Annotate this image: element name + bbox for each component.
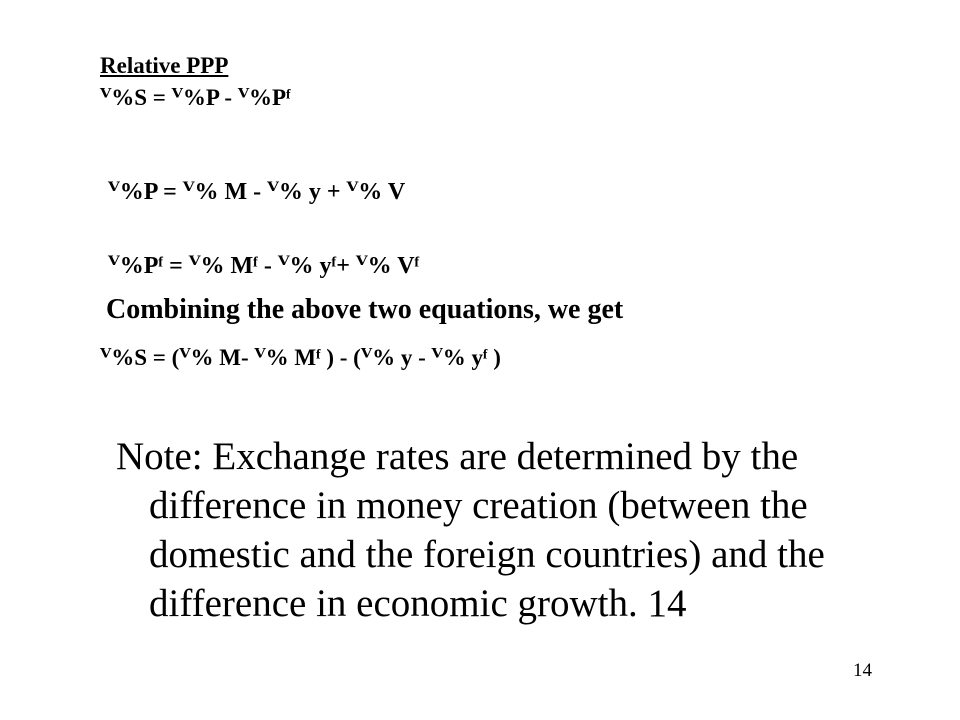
combining-text: Combining the above two equations, we get [106, 294, 624, 325]
slide-title: Relative PPP [100, 53, 229, 78]
foreign-price-equation: ⱽ%Pᶠ = ⱽ% Mᶠ - ⱽ% yᶠ+ ⱽ% Vᶠ [108, 253, 420, 279]
note-paragraph: Note: Exchange rates are determined by the difference in money creation (between the domestic and the foreign countries) and the difference in economic growth. 14 [116, 435, 825, 625]
relative-ppp-equation: ⱽ%S = ⱽ%P - ⱽ%Pᶠ [100, 85, 291, 110]
page-number: 14 [853, 660, 872, 681]
combined-equation: ⱽ%S = (ⱽ% M- ⱽ% Mᶠ ) - (ⱽ% y - ⱽ% yᶠ ) [100, 345, 501, 370]
domestic-price-equation: ⱽ%P = ⱽ% M - ⱽ% y + ⱽ% V [108, 179, 406, 205]
